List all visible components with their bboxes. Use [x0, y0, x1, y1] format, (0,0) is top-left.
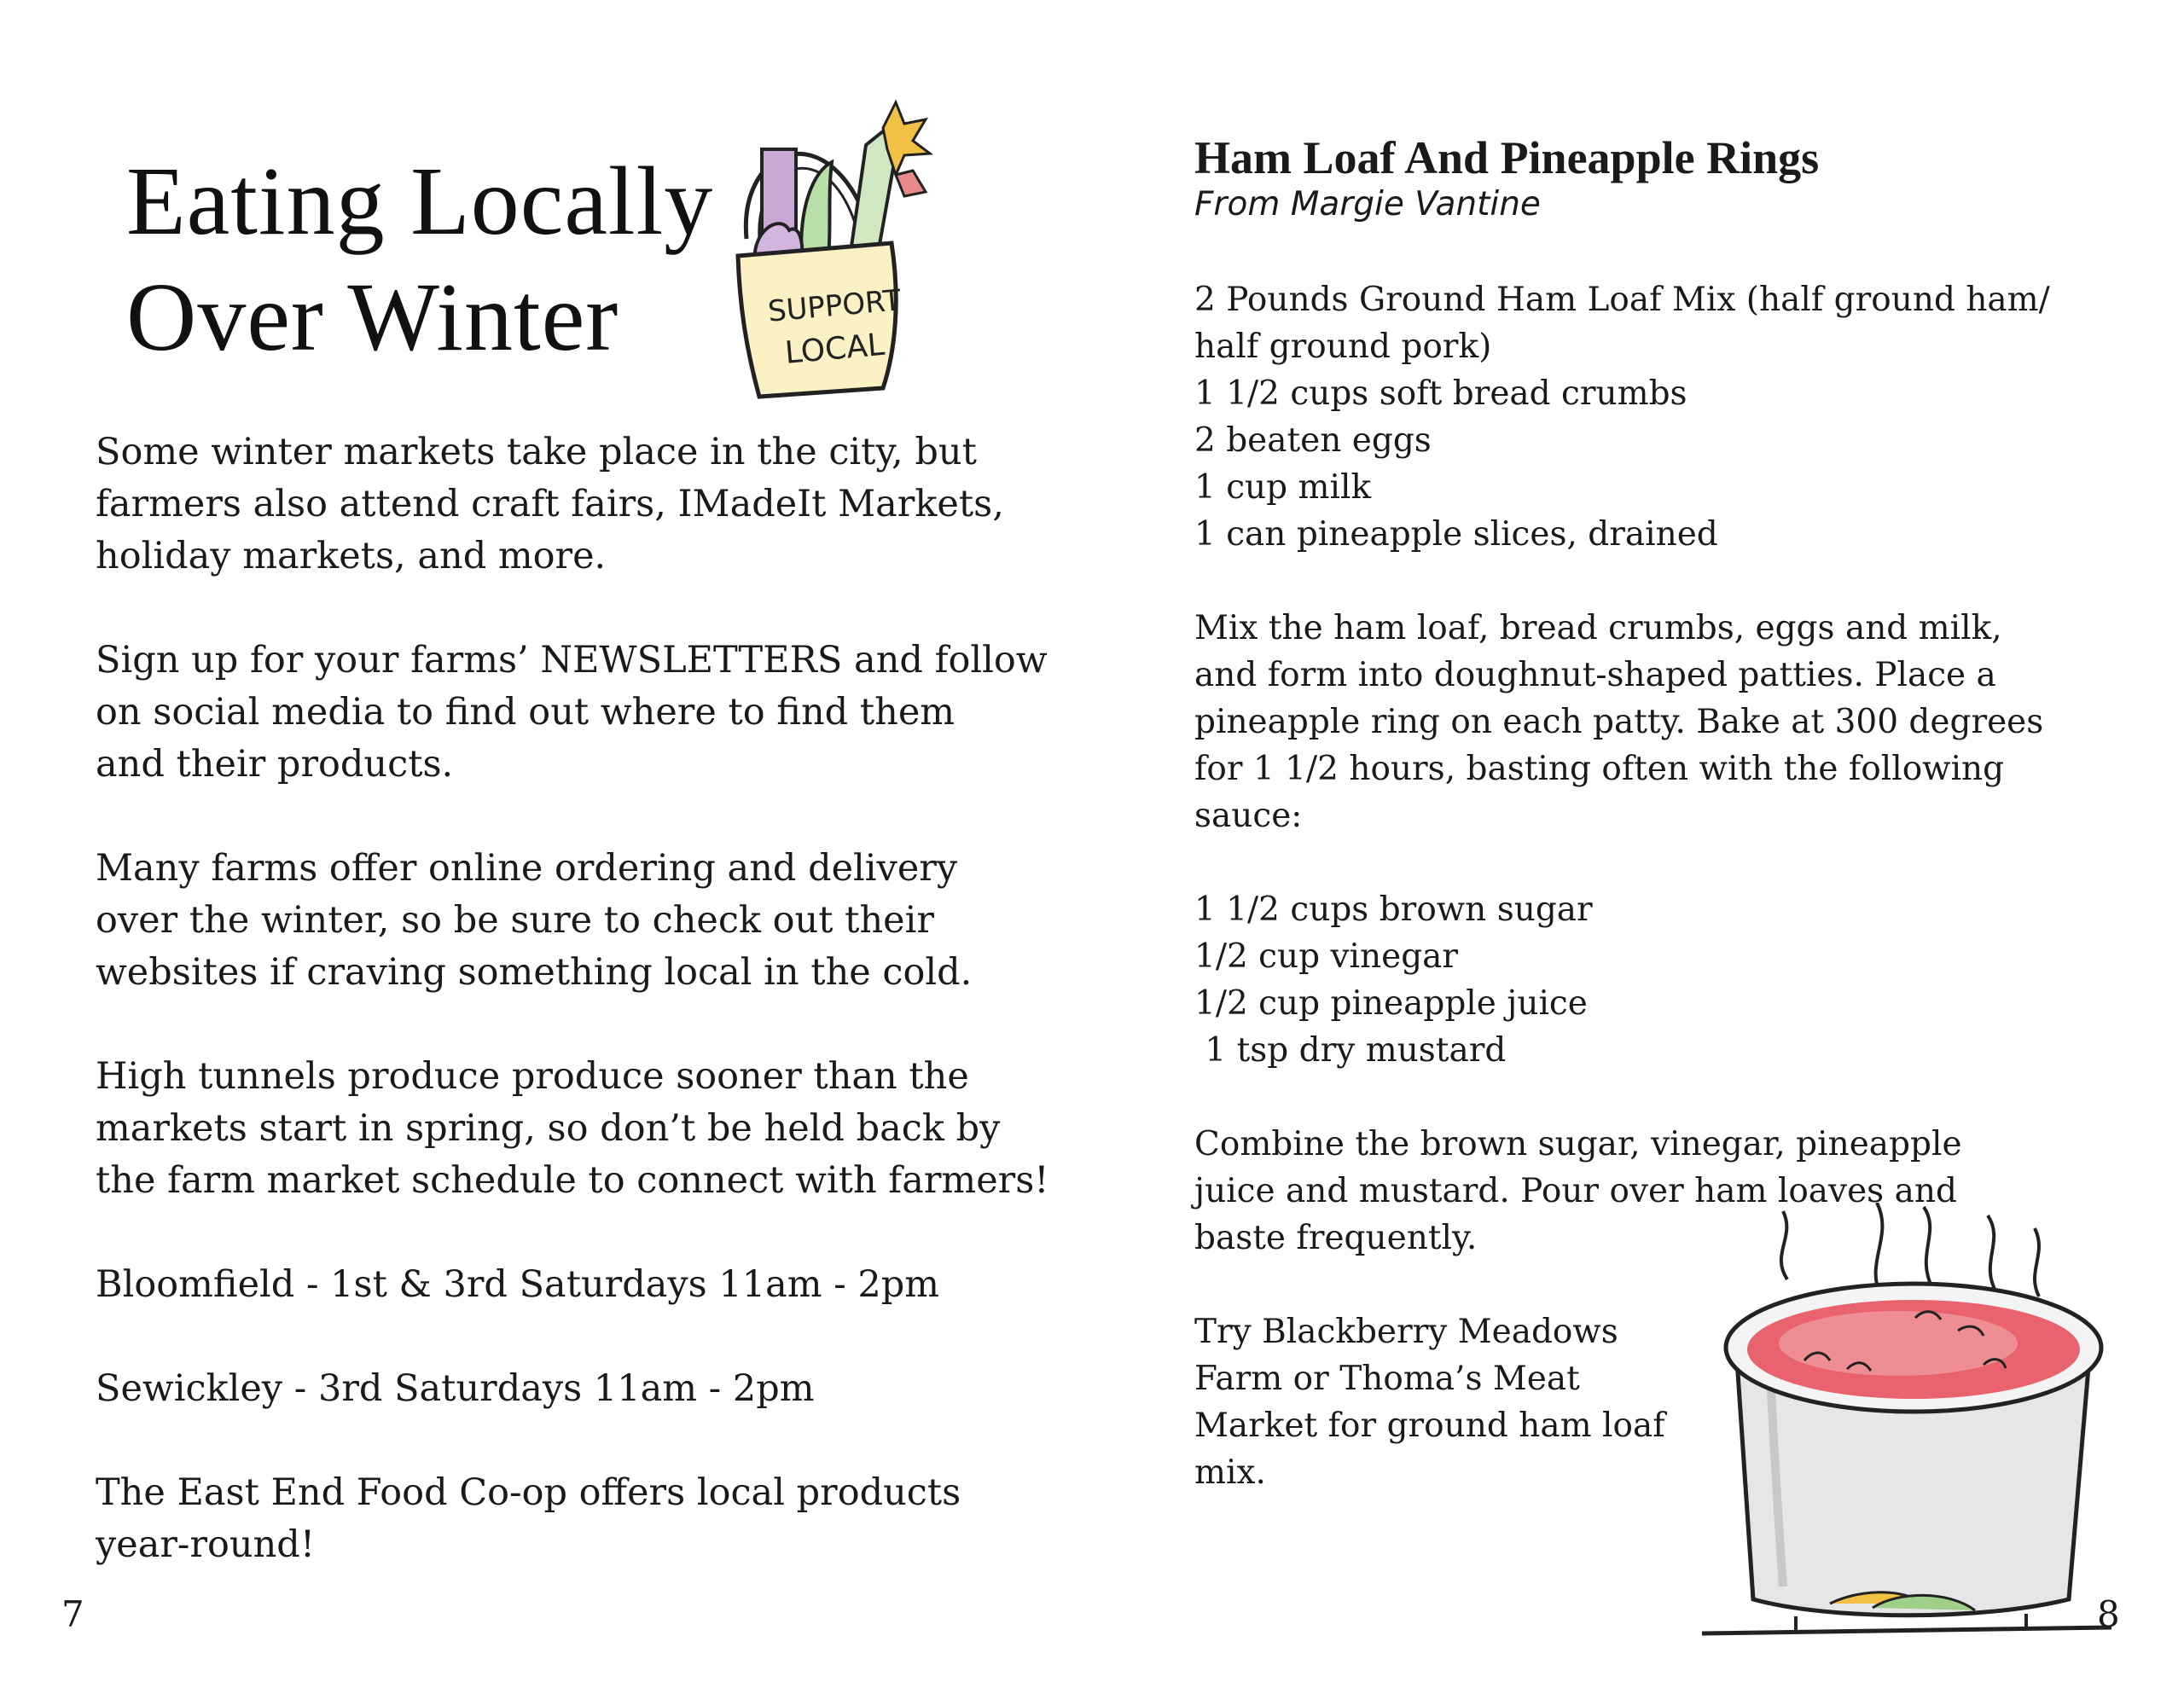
paragraph-online-ordering: Many farms offer online ordering and delivery over the winter, so be sure to check out their websites if craving something local in the cold. [96, 847, 973, 994]
recipe-title: Ham Loaf And Pineapple Rings [1194, 132, 1820, 183]
paragraph-winter-markets: Some winter markets take place in the city, but farmers also attend craft fairs, IMadeIt Markets, holiday markets, and more. [96, 431, 1004, 577]
steaming-pot-icon [1702, 1203, 2129, 1646]
sauce-ingredient-list [1194, 886, 2158, 1074]
page-title [126, 143, 713, 375]
support-local-bag-icon [721, 94, 951, 401]
ingredient-item: 1 cup milk [1194, 468, 1372, 507]
ingredient-list [1194, 276, 2158, 558]
recipe-instructions: Mix the ham loaf, bread crumbs, eggs and milk, and form into doughnut-shaped patties. Place a pineapple ring on each patty. Bake at 300 degrees for 1 1/2 hours, basting often with the following sauce: [1194, 609, 2044, 835]
sauce-ingredient-item: 1 1/2 cups brown sugar [1194, 890, 1593, 929]
page-number-left: 7 [61, 1593, 84, 1635]
ingredient-item: 1 1/2 cups soft bread crumbs [1194, 374, 1687, 413]
ingredient-item: half ground pork) [1194, 328, 1492, 366]
right-page [1092, 0, 2184, 1688]
paragraph-high-tunnels: High tunnels produce produce sooner than the markets start in spring, so don’t be held back by the farm market schedule to connect with farmers! [96, 1055, 1049, 1202]
intro-text [96, 426, 1060, 1623]
ingredient-item: 2 Pounds Ground Ham Loaf Mix (half ground ham/ [1194, 281, 2050, 319]
market-sewickley: Sewickley - 3rd Saturdays 11am - 2pm [96, 1367, 815, 1410]
ingredient-item: 2 beaten eggs [1194, 421, 1432, 460]
market-bloomfield: Bloomfield - 1st & 3rd Saturdays 11am - 2pm [96, 1263, 940, 1306]
sauce-ingredient-item: 1/2 cup vinegar [1194, 937, 1459, 976]
sauce-instructions: Combine the brown sugar, vinegar, pineapple juice and mustard. Pour over ham loaves and baste frequently. [1194, 1125, 1962, 1257]
bag-lettering-local: LOCAL [783, 327, 886, 371]
bag-lettering-support: SUPPORT [766, 283, 903, 329]
sauce-ingredient-item: 1/2 cup pineapple juice [1194, 984, 1588, 1023]
ingredient-item: 1 can pineapple slices, drained [1194, 515, 1718, 554]
title-line-1: Eating Locally [126, 147, 714, 255]
paragraph-food-coop: The East End Food Co-op offers local products year-round! [96, 1471, 961, 1566]
recipe-source: From Margie Vantine [1194, 185, 1541, 223]
title-line-2: Over Winter [126, 263, 619, 371]
sourcing-tip: Try Blackberry Meadows Farm or Thoma’s Meat Market for ground ham loaf mix. [1194, 1313, 1665, 1492]
page-number-right: 8 [2097, 1593, 2120, 1635]
sauce-ingredient-item: 1 tsp dry mustard [1194, 1031, 1507, 1070]
paragraph-newsletters: Sign up for your farms’ NEWSLETTERS and follow on social media to find out where to find them and their products. [96, 639, 1048, 786]
